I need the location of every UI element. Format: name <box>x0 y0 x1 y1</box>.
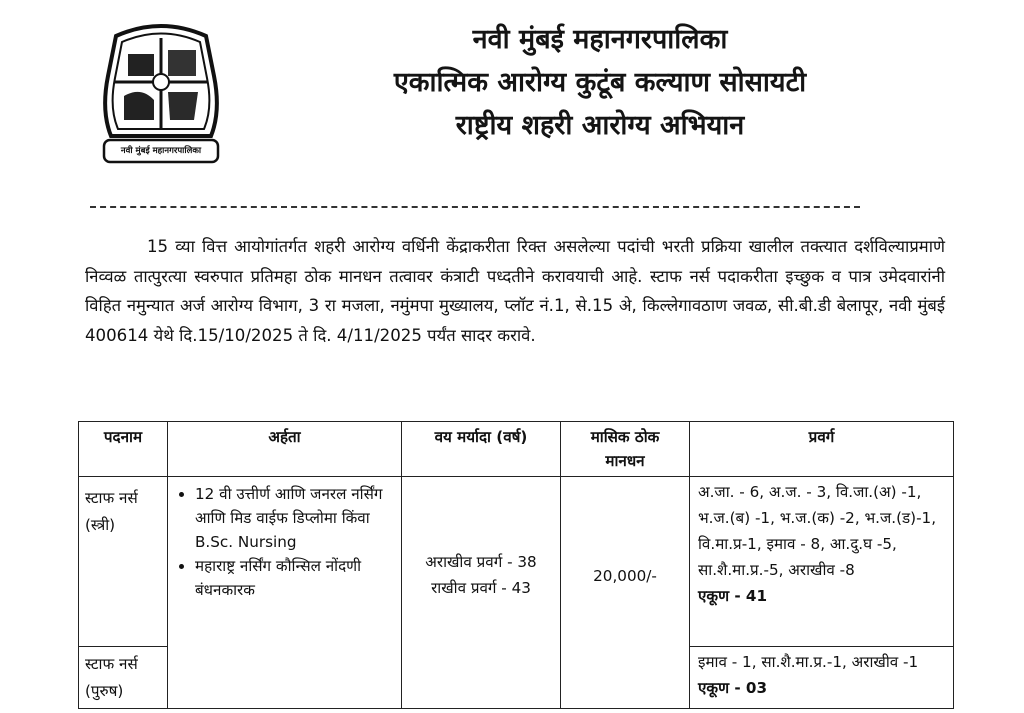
header-age: वय मर्यादा (वर्ष) <box>402 422 561 477</box>
header-category: प्रवर्ग <box>690 422 954 477</box>
category-cell <box>690 477 954 647</box>
header-salary-line1: मासिक ठोक <box>590 428 660 446</box>
age-unreserved: अराखीव प्रवर्ग - 38 <box>425 553 537 571</box>
qualification-cell <box>168 477 402 709</box>
post-name: स्टाफ नर्स <box>85 655 138 673</box>
header-salary <box>561 422 690 477</box>
post-cell <box>79 477 168 647</box>
post-name: स्टाफ नर्स <box>85 489 138 507</box>
society-title: एकात्मिक आरोग्य कुटूंब कल्याण सोसायटी <box>393 67 807 98</box>
salary-cell: 20,000/- <box>561 477 690 709</box>
mission-title: राष्ट्रीय शहरी आरोग्य अभियान <box>455 110 745 141</box>
org-title: नवी मुंबई महानगरपालिका <box>472 24 728 55</box>
header-salary-line2: मानधन <box>605 452 645 470</box>
header-qualification: अर्हता <box>168 422 402 477</box>
divider <box>90 206 860 208</box>
qualification-item: • 12 वी उत्तीर्ण आणि जनरल नर्सिंग आणि मिड वाईफ डिप्लोमा किंवा B.Sc. Nursing <box>195 482 400 554</box>
post-gender: (स्त्री) <box>85 516 116 534</box>
qualification-item: • महाराष्ट्र नर्सिंग कौन्सिल नोंदणी बंधनकारक <box>195 554 400 602</box>
logo-caption: नवी मुंबई महानगरपालिका <box>120 146 202 156</box>
recruitment-table <box>78 421 954 709</box>
post-cell <box>79 647 168 709</box>
post-gender: (पुरुष) <box>85 682 124 700</box>
header-post: पदनाम <box>79 422 168 477</box>
age-reserved: राखीव प्रवर्ग - 43 <box>431 579 531 597</box>
notice-paragraph: 15 व्या वित्त आयोगांतर्गत शहरी आरोग्य वर्धिनी केंद्राकरीता रिक्त असलेल्या पदांची भरती प्रक्रिया खालील तक्त्यात दर्शविल्याप्रमाणे निव्वळ तात्पुरत्या स्वरुपात प्रतिमहा ठोक मानधन तत्वावर कंत्राटी पध्दतीने करावयाची आहे. स्टाफ नर्स पदाकरीता इच्छुक व पात्र उमेदवारांनी विहित नमुन्यात अर्ज आरोग्य विभाग, 3 रा मजला, नमुंमपा मुख्यालय, प्लॉट नं.1, से.15 अे, किल्लेगावठाण जवळ, सी.बी.डी बेलापूर, नवी मुंबई 400614 येथे दि.15/10/2025 ते दि. 4/11/2025 पर्यंत सादर करावे. <box>85 237 945 345</box>
table-row <box>79 477 954 647</box>
category-cell <box>690 647 954 709</box>
category-total: एकूण - 03 <box>698 679 768 697</box>
category-breakdown: इमाव - 1, सा.शै.मा.प्र.-1, अराखीव -1 <box>698 653 919 671</box>
age-cell <box>402 477 561 709</box>
category-breakdown: अ.जा. - 6, अ.ज. - 3, वि.जा.(अ) -1, भ.ज.(ब) -1, भ.ज.(क) -2, भ.ज.(ड)-1, वि.मा.प्र-1, इमाव - 8, आ.दु.घ -5, सा.शै.मा.प्र.-5, अराखीव -8 <box>698 483 937 579</box>
table-header-row <box>79 422 954 477</box>
nmmc-logo <box>96 16 226 176</box>
category-total: एकूण - 41 <box>698 587 768 605</box>
header <box>300 18 900 147</box>
